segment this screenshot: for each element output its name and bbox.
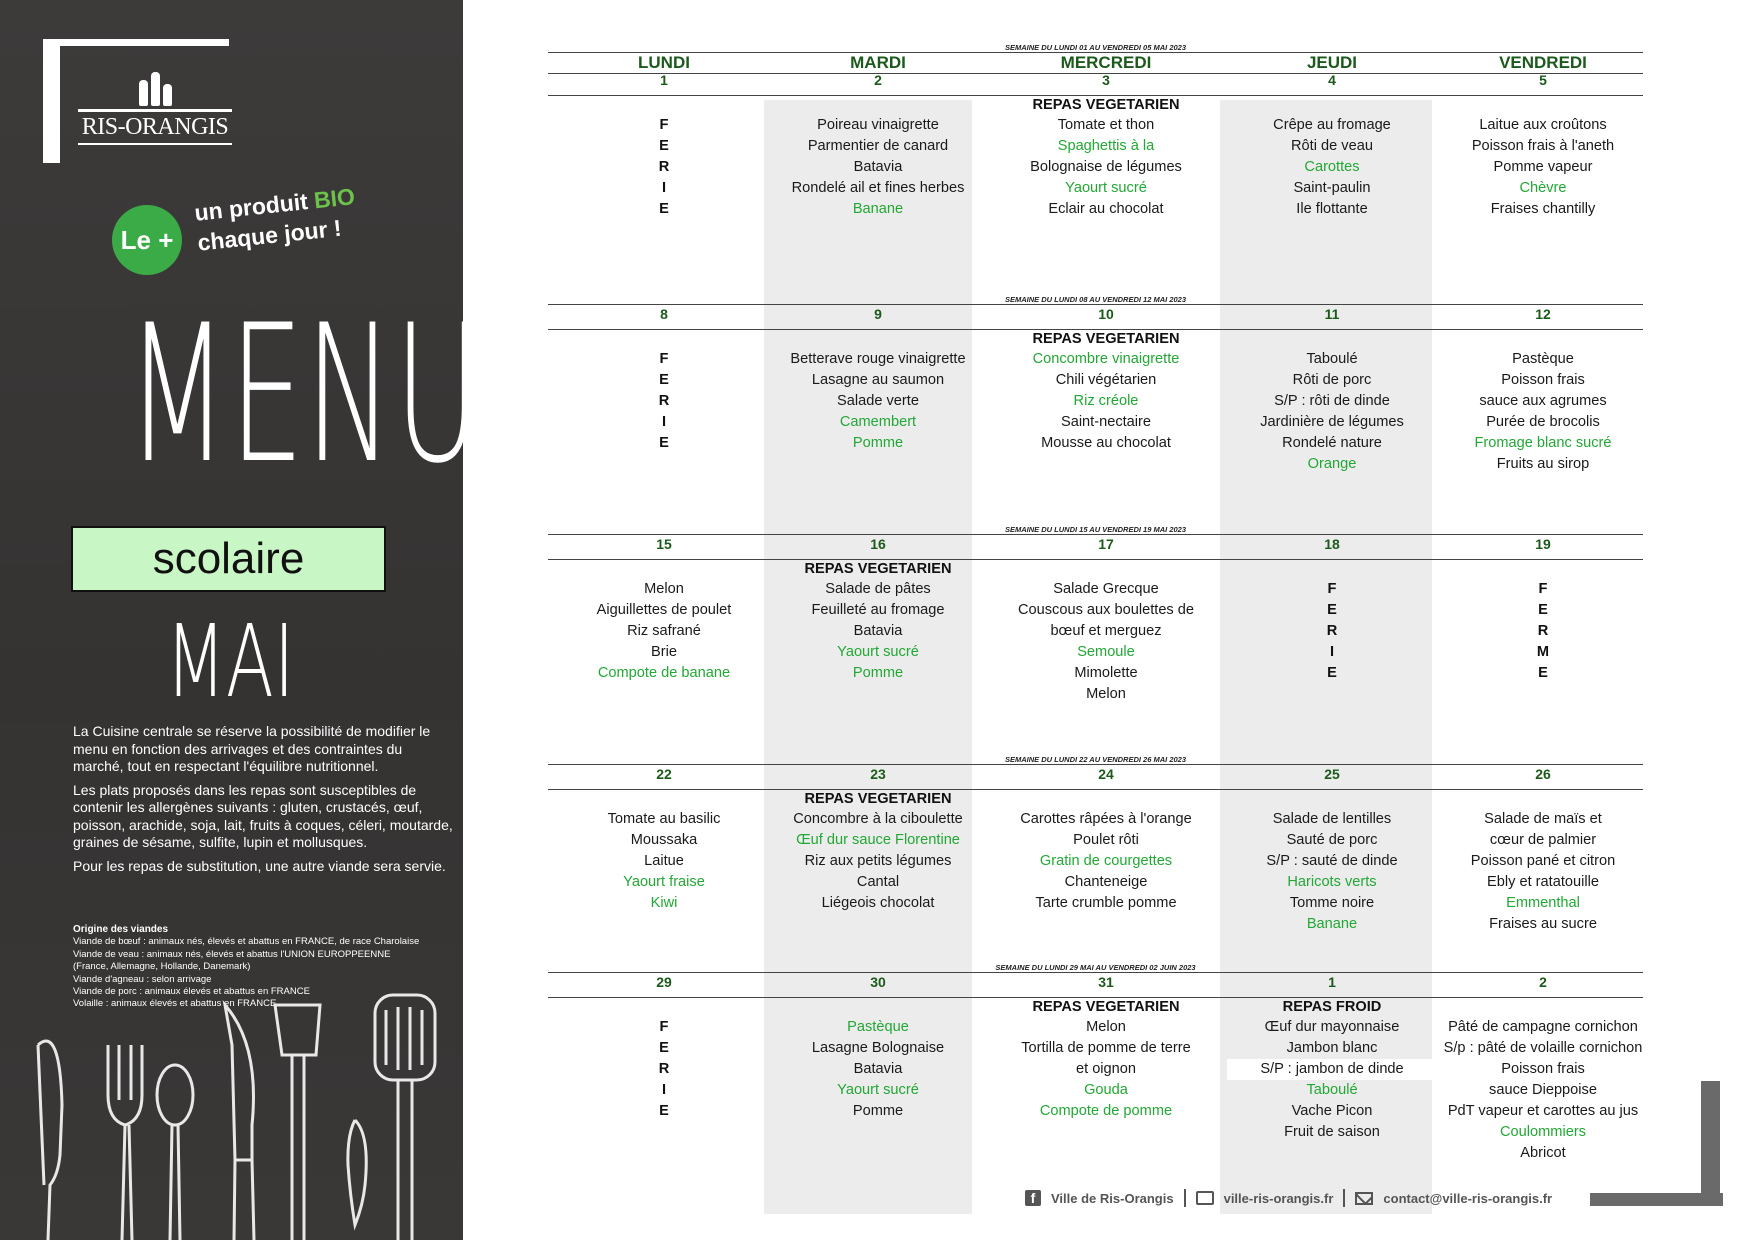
menu-item: Fraises chantilly [1490,201,1596,217]
week-rule-top [548,972,1643,973]
month-title: MAI [165,603,295,720]
menu-item: Saint-nectaire [1001,412,1211,433]
day-number: 15 [656,536,672,552]
menu-item: Melon [644,581,684,597]
menu-item: Parmentier de canard [807,138,949,154]
day-number: 10 [1098,306,1114,322]
week-rule-top [548,304,1643,305]
day-menu-cell [1001,579,1211,705]
menu-item: Rôti de porc [1292,372,1372,388]
menu-item: Fruit de saison [1284,1124,1380,1140]
day-menu-cell [1438,115,1648,220]
menu-item: Yaourt sucré [1065,180,1147,196]
day-number: 25 [1324,766,1340,782]
menu-item: Banane [852,201,904,217]
day-number: 5 [1539,72,1547,88]
menu-item: Carottes [1304,159,1360,175]
menu-item: Saint-paulin [1293,180,1371,196]
menu-item: Purée de brocolis [1486,414,1600,430]
menu-item: Kiwi [650,895,678,911]
menu-item: Laitue aux croûtons [1479,117,1607,133]
menu-item: cœur de palmier [1489,832,1597,848]
menu-item: Poireau vinaigrette [817,117,939,133]
menu-item: Haricots verts [1287,874,1377,890]
day-number: 12 [1535,306,1551,322]
day-number: 30 [870,974,886,990]
day-name-header: MARDI [850,53,906,72]
week-label: SEMAINE DU LUNDI 08 AU VENDREDI 12 MAI 2023 [1004,295,1186,304]
corner-frame-left [43,39,60,163]
holiday-letter: R [658,393,670,409]
week-rule-top [548,764,1643,765]
day-menu-cell [1438,1017,1648,1164]
menu-item: Poisson pané et citron [1470,853,1616,869]
day-menu-cell [1438,809,1648,935]
menu-title: MENU [126,284,482,505]
menu-item: et oignon [1075,1061,1137,1077]
menu-item: Salade verte [837,393,919,409]
week-label: SEMAINE DU LUNDI 29 MAI AU VENDREDI 02 JUIN 2023 [995,963,1196,972]
bio-slogan-a: un produit [193,188,309,226]
menu-item: Tomate au basilic [607,811,721,827]
menu-item: Tarte crumble pomme [1035,895,1177,911]
meal-type-heading: REPAS VEGETARIEN [1032,97,1180,113]
menu-item: Emmenthal [1506,895,1580,911]
day-menu-cell [559,115,769,220]
menu-item: Tomate et thon [1057,117,1155,133]
email-link[interactable]: contact@ville-ris-orangis.fr [1383,1190,1553,1206]
menu-item: Œuf dur sauce Florentine [796,832,960,848]
menu-item: Cantal [856,874,900,890]
meat-origin-line: (France, Allemagne, Hollande, Danemark) [73,961,251,973]
meal-type-heading: REPAS VEGETARIEN [804,561,952,577]
menu-item: Coulommiers [1500,1124,1586,1140]
menu-item: Gratin de courgettes [1039,853,1173,869]
week-label: SEMAINE DU LUNDI 15 AU VENDREDI 19 MAI 2023 [1004,525,1186,534]
menu-item: Riz créole [1073,393,1139,409]
menu-item: Melon [1086,686,1126,702]
menu-item: Eclair au chocolat [1048,201,1164,217]
menu-item: Gouda [1084,1082,1128,1098]
facebook-link[interactable]: Ville de Ris-Orangis [1051,1190,1174,1206]
meal-type-heading: REPAS VEGETARIEN [1032,331,1180,347]
menu-item: Rôti de veau [1291,138,1373,154]
menu-item: Ebly et ratatouille [1487,874,1599,890]
menu-item: Batavia [853,159,903,175]
menu-item: Riz safrané [627,623,701,639]
menu-item: Poulet rôti [1073,832,1139,848]
menu-item: Salade Grecque [1053,581,1159,597]
menu-item: Chèvre [1519,180,1567,196]
day-name-header: JEUDI [1306,53,1358,72]
menu-item: S/p : pâté de volaille cornichon [1443,1040,1643,1056]
menu-item: Salade de pâtes [825,581,931,597]
menu-item: Mimolette [1074,665,1138,681]
meal-type-heading: REPAS VEGETARIEN [1032,999,1180,1015]
menu-item: Abricot [1520,1145,1566,1161]
menu-table [548,40,1643,1170]
menu-item: Riz aux petits légumes [804,853,952,869]
menu-item: Batavia [853,623,903,639]
menu-item: Betterave rouge vinaigrette [790,351,966,367]
menu-item: Couscous aux boulettes de [1017,602,1195,618]
day-number: 19 [1535,536,1551,552]
footer-separator [1343,1189,1345,1207]
menu-item: Ile flottante [1296,201,1368,217]
day-number: 24 [1098,766,1114,782]
day-number: 22 [656,766,672,782]
holiday-letter: E [659,372,669,388]
holiday-letter: R [658,159,670,175]
week-label: SEMAINE DU LUNDI 22 AU VENDREDI 26 MAI 2023 [1004,755,1186,764]
menu-item: Poisson frais [1501,1061,1585,1077]
menu-item: Liégeois chocolat [821,895,935,911]
menu-item: Yaourt sucré [837,1082,919,1098]
holiday-letter: F [659,351,669,367]
day-menu-cell [1227,998,1437,1143]
week-label: SEMAINE DU LUNDI 01 AU VENDREDI 05 MAI 2023 [1004,43,1186,52]
day-menu-cell [1227,115,1437,220]
day-number: 26 [1535,766,1551,782]
menu-item: S/P : sauté de dinde [1266,853,1398,869]
notice-paragraph: Les plats proposés dans les repas sont susceptibles de contenir les allergènes suivants : gluten, crustacés, œuf, poisson, arachide, soja, lait, fruits à coques, céleri, moutarde, graines de sésame, sulfite, lupin et mollusques. [73,781,453,850]
day-name-header: LUNDI [638,53,690,72]
holiday-letter: F [659,1019,669,1035]
menu-item: bœuf et merguez [1050,623,1162,639]
menu-item: Chanteneige [1064,874,1148,890]
menu-item: Pastèque [1512,351,1574,367]
day-menu-cell [559,1017,769,1122]
footer-separator [1184,1189,1186,1207]
holiday-letter: F [659,117,669,133]
menu-item: Sauté de porc [1286,832,1378,848]
meat-origin-line: Viande d'agneau : selon arrivage [73,973,212,985]
menu-item: Yaourt sucré [837,644,919,660]
menu-subtitle: scolaire [71,526,386,592]
menu-item: sauce aux agrumes [1479,393,1607,409]
menu-item: Taboulé [1306,351,1358,367]
menu-item: Chili végétarien [1055,372,1157,388]
bio-badge: Le + [112,205,182,275]
menu-item: Aiguillettes de poulet [596,602,732,618]
menu-item: Rondelé nature [1282,435,1382,451]
menu-item: S/P : rôti de dinde [1274,393,1390,409]
menu-item: Fromage blanc sucré [1474,435,1612,451]
utensils-illustration-icon [20,985,450,1240]
menu-item: Yaourt fraise [623,874,705,890]
day-menu-cell [773,1017,983,1122]
menu-item: Tortilla de pomme de terre [1021,1040,1191,1056]
day-menu-cell [1227,809,1437,935]
day-number: 1 [660,72,668,88]
holiday-letter: I [1329,644,1335,660]
holiday-letter: M [1536,644,1550,660]
holiday-letter: R [1326,623,1338,639]
holiday-letter: F [1327,581,1337,597]
holiday-letter: I [661,414,667,430]
meal-type-heading: REPAS FROID [1282,999,1382,1015]
meat-origin-line: Viande de veau : animaux nés, élevés et abattus l'UNION EUROPPEENNE [73,948,391,960]
day-menu-cell [1001,96,1211,220]
day-menu-cell [773,790,983,914]
notice-paragraph: La Cuisine centrale se réserve la possibilité de modifier le menu en fonction des arrivages et des contraintes du marché, tout en respectant l'équilibre nutritionnel. [73,723,431,774]
computer-icon [1196,1191,1214,1205]
day-number: 9 [874,306,882,322]
menu-item: Mousse au chocolat [1041,435,1171,451]
notice-text [73,723,453,881]
holiday-letter: E [659,1040,669,1056]
day-number: 23 [870,766,886,782]
menu-item: Banane [1306,916,1358,932]
menu-item: Spaghettis à la [1057,138,1155,154]
holiday-letter: E [659,1103,669,1119]
menu-item: Compote de banane [597,665,731,681]
menu-item: Lasagne Bolognaise [811,1040,945,1056]
holiday-letter: E [1327,602,1337,618]
day-number: 18 [1324,536,1340,552]
menu-item: Tomme noire [1289,895,1375,911]
holiday-letter: F [1538,581,1548,597]
holiday-letter: E [1327,665,1337,681]
day-menu-cell [773,560,983,684]
mail-icon [1355,1192,1373,1205]
city-logo [70,72,240,145]
day-number: 17 [1098,536,1114,552]
menu-item: Fraises au sucre [1489,916,1597,932]
day-menu-cell [1001,330,1211,454]
day-name-header: MERCREDI [1060,53,1152,72]
menu-item: Crêpe au fromage [1273,117,1391,133]
menu-item: Jardinière de légumes [1260,414,1404,430]
day-number: 2 [874,72,882,88]
menu-item: Jambon blanc [1286,1040,1378,1056]
holiday-letter: I [661,1082,667,1098]
holiday-letter: R [1537,623,1549,639]
week-rule-top [548,534,1643,535]
holiday-letter: E [659,138,669,154]
menu-item: Carottes râpées à l'orange [1020,811,1192,827]
menu-item: Vache Picon [1291,1103,1373,1119]
menu-item: Compote de pomme [1039,1103,1173,1119]
holiday-letter: E [659,435,669,451]
holiday-letter: E [659,201,669,217]
day-number: 11 [1324,306,1340,322]
menu-item: Bolognaise de légumes [1030,159,1182,175]
meat-origin-line: Viande de bœuf : animaux nés, élevés et abattus en FRANCE, de race Charolaise [73,936,420,948]
day-menu-cell [559,349,769,454]
day-menu-cell [559,579,769,684]
menu-item: Rondelé ail et fines herbes [791,180,965,196]
day-menu-cell [559,809,769,914]
menu-item: Pomme [852,435,904,451]
day-number: 3 [1102,72,1110,88]
menu-item: Pomme [852,665,904,681]
day-number: 16 [870,536,886,552]
day-menu-cell [1438,349,1648,475]
menu-item: Brie [651,644,677,660]
footer [1025,1187,1552,1209]
menu-item: Lasagne au saumon [811,372,945,388]
menu-item: Pastèque [847,1019,909,1035]
bio-slogan-line2: chaque jour ! [196,214,343,256]
holiday-letter: R [658,1061,670,1077]
meat-origin-title: Origine des viandes [73,924,169,935]
menu-item: Poisson frais à l'aneth [1471,138,1615,154]
facebook-icon: f [1025,1190,1041,1206]
holiday-letter: E [1538,602,1548,618]
corner-frame-top [43,39,229,46]
meat-origin-line: Volaille : animaux élevés et abattus en FRANCE [73,998,277,1010]
corner-frame-right [1701,1081,1720,1206]
week-rule-bottom [548,789,1643,790]
menu-item: Melon [1086,1019,1126,1035]
menu-item: Fruits au sirop [1496,456,1590,472]
notice-paragraph: Pour les repas de substitution, une autre viande sera servie. [73,857,446,874]
day-menu-cell [1001,809,1211,914]
week-rule-bottom [548,559,1643,560]
menu-item: Œuf dur mayonnaise [1264,1019,1400,1035]
sidebar-panel [0,0,482,1240]
menu-item: Salade de maïs et [1484,811,1602,827]
day-number: 31 [1098,974,1114,990]
holiday-letter: E [1538,665,1548,681]
holiday-letter: I [661,180,667,196]
menu-item: Pâté de campagne cornichon [1448,1019,1638,1035]
menu-item: Feuilleté au fromage [811,602,945,618]
bio-slogan [193,181,359,257]
day-name-header: VENDREDI [1499,53,1587,72]
day-menu-cell [1227,579,1437,684]
day-menu-cell [773,349,983,454]
day-menu-cell [1227,349,1437,475]
website-link[interactable]: ville-ris-orangis.fr [1223,1190,1334,1206]
menu-item: PdT vapeur et carottes au jus [1447,1103,1639,1119]
menu-item: Pomme vapeur [1493,159,1593,175]
day-menu-cell [1438,579,1648,684]
day-menu-cell [1001,998,1211,1122]
menu-item: Salade de lentilles [1272,811,1392,827]
day-menu-cell [773,115,983,220]
menu-item: Orange [1307,456,1357,472]
day-number: 29 [656,974,672,990]
day-number: 1 [1328,974,1336,990]
menu-item: Moussaka [630,832,698,848]
menu-item: Camembert [839,414,917,430]
menu-item: Pomme [852,1103,904,1119]
menu-item: Semoule [1077,644,1135,660]
logo-name: RIS-ORANGIS [81,114,229,140]
day-number: 8 [660,306,668,322]
day-number: 2 [1539,974,1547,990]
menu-item: Poisson frais [1501,372,1585,388]
meal-type-heading: REPAS VEGETARIEN [804,791,952,807]
bio-word: BIO [312,183,357,214]
menu-item: sauce Dieppoise [1489,1082,1597,1098]
logo-figures-icon [70,72,240,106]
menu-item: S/P : jambon de dinde [1227,1059,1437,1080]
menu-item: Laitue [644,853,684,869]
menu-item: Concombre vinaigrette [1032,351,1180,367]
menu-item: Taboulé [1306,1082,1358,1098]
day-number: 4 [1328,72,1336,88]
menu-item: Concombre à la ciboulette [793,811,963,827]
menu-item: Batavia [853,1061,903,1077]
meat-origin-line: Viande de porc : animaux élevés et abattus en FRANCE [73,986,310,998]
